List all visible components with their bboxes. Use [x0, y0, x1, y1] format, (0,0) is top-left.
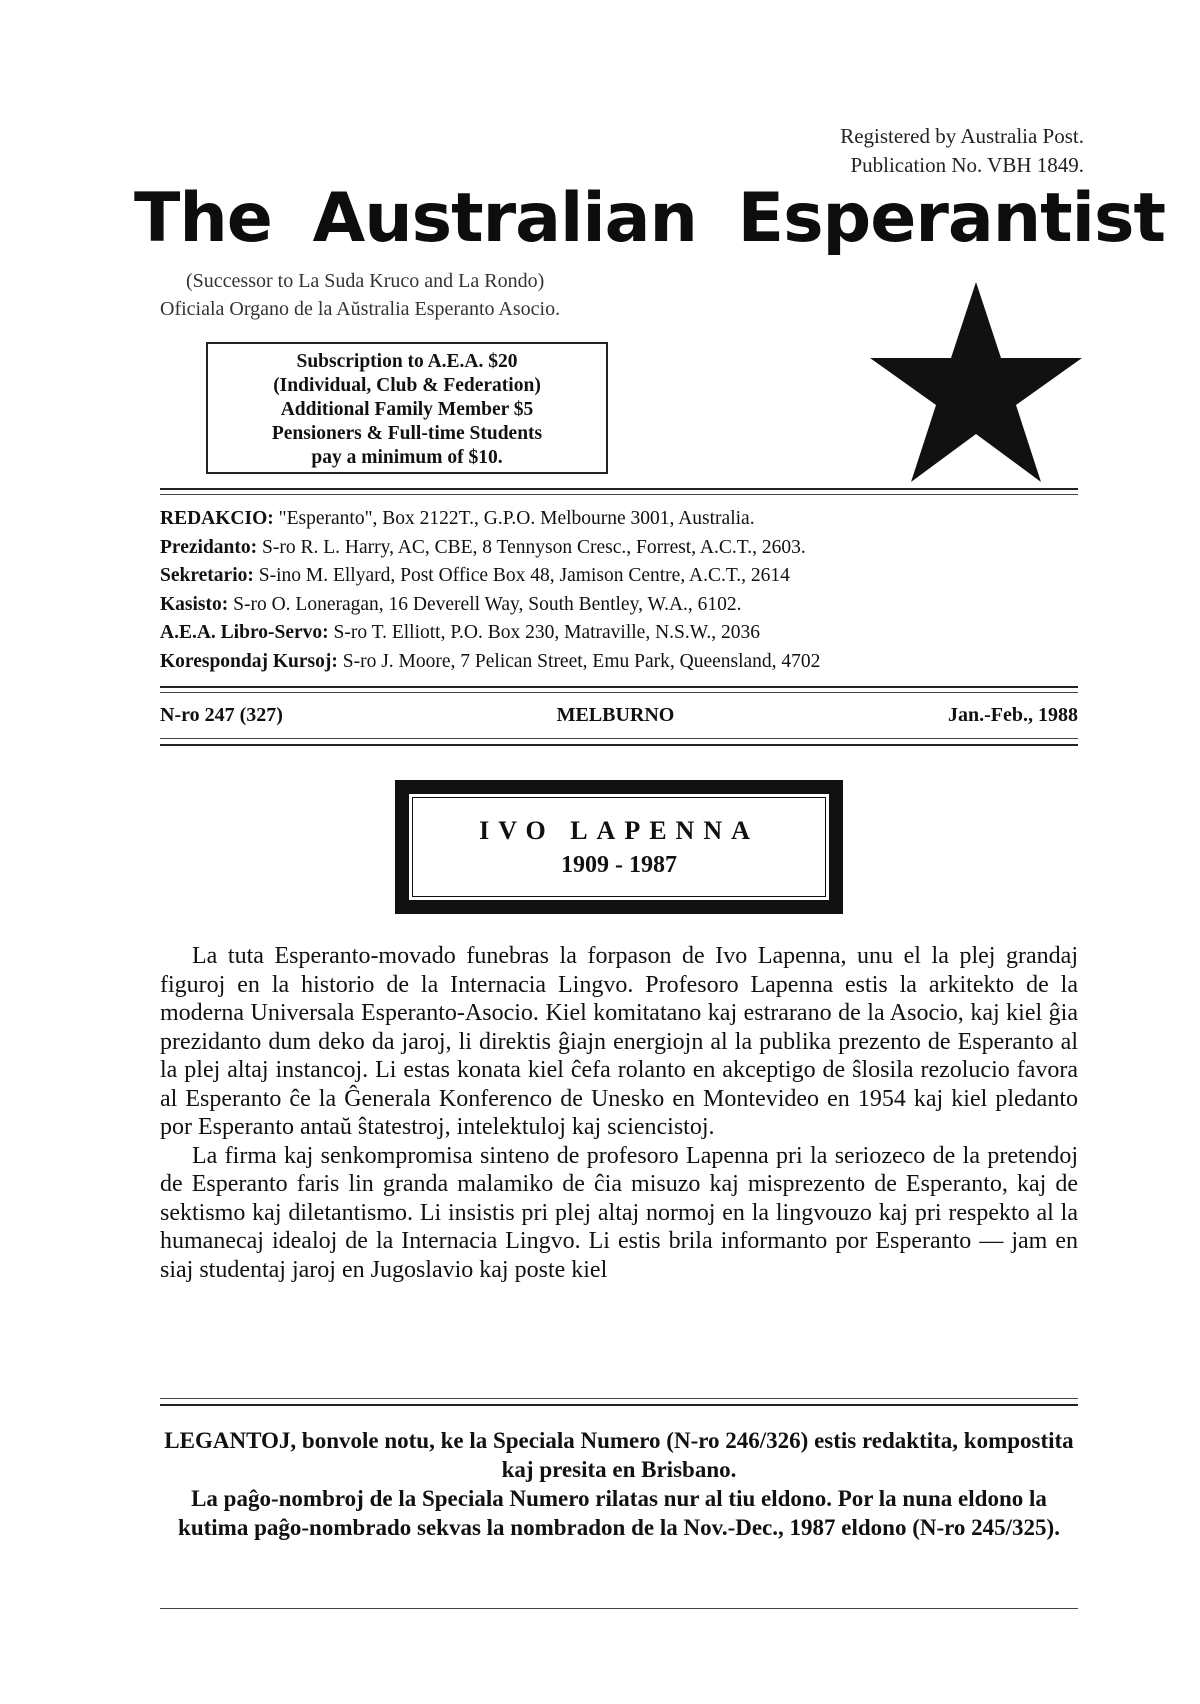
notice-paragraph: La paĝo-nombroj de la Speciala Numero rilatas nur al tiu eldono. Por la nuna eldono la kutima paĝo-nombrado sekvas la nombradon de la Nov.-Dec., 1987 eldono (N-ro 245/325).: [178, 1486, 1060, 1540]
officer-role: A.E.A. Libro-Servo:: [160, 622, 329, 643]
officer-details: "Esperanto", Box 2122T., G.P.O. Melbourne 3001, Australia.: [273, 508, 755, 529]
issue-line: [160, 704, 1078, 727]
green-star-icon: [870, 282, 1082, 482]
subscription-line: Additional Family Member $5: [280, 399, 534, 420]
obituary-name: IVO LAPENNA: [479, 815, 759, 845]
issue-divider-top: [160, 692, 1078, 693]
header-divider: [160, 488, 1078, 490]
subscription-line: Subscription to A.E.A. $20: [296, 351, 518, 372]
issue-divider-bottom: [160, 744, 1078, 746]
notice-paragraph: LEGANTOJ, bonvole notu, ke la Speciala Numero (N-ro 246/326) estis redaktita, kompostita kaj presita en Brisbano.: [164, 1428, 1074, 1482]
officer-details: S-ro O. Loneragan, 16 Deverell Way, South Bentley, W.A., 6102.: [228, 593, 742, 615]
header-divider: [160, 494, 1078, 495]
issue-city: MELBURNO: [556, 704, 675, 726]
successor-note: (Successor to La Suda Kruco and La Rondo): [186, 270, 545, 292]
issue-number: N-ro 247 (327): [160, 704, 283, 726]
officer-row: [160, 534, 1078, 563]
officer-row: [160, 505, 1078, 534]
subscription-box: [206, 342, 608, 474]
official-organ-note: Oficiala Organo de la Aŭstralia Esperanto Asocio.: [160, 298, 561, 320]
registration-line: Registered by Australia Post.: [840, 124, 1084, 148]
notice-divider: [160, 1404, 1078, 1406]
officer-role: Sekretario:: [160, 565, 254, 586]
obituary-article: [160, 942, 1078, 1284]
issue-divider-top: [160, 686, 1078, 688]
subscription-line: pay a minimum of $10.: [311, 447, 503, 468]
subscription-line: Pensioners & Full-time Students: [271, 423, 543, 444]
officer-role: Prezidanto:: [160, 536, 258, 558]
masthead-title: The Australian Esperantist: [134, 179, 1165, 258]
obituary-frame: [395, 780, 843, 914]
subscription-line: (Individual, Club & Federation): [273, 375, 541, 396]
officer-row: [160, 591, 1078, 620]
issue-divider-bottom: [160, 738, 1078, 739]
officer-row: [160, 648, 1078, 677]
readers-notice: [160, 1426, 1078, 1542]
officer-role: REDAKCIO:: [160, 508, 274, 529]
footer-divider: [160, 1608, 1078, 1609]
officer-row: [160, 619, 1078, 648]
officer-details: S-ro T. Elliott, P.O. Box 230, Matraville, N.S.W., 2036: [328, 622, 760, 643]
article-paragraph: La tuta Esperanto-movado funebras la forpason de Ivo Lapenna, unu el la plej grandaj figuroj en la historio de la Internacia Lingvo. Profesoro Lapenna estis la arkitekto de la moderna Universala Esperanto-Asocio. Kiel komitatano kaj estrarano de la Asocio, kaj kiel ĝia prezidanto dum deko da jaroj, li direktis ĝiajn energiojn al la publika prezento de Esperanto al la plej altaj instancoj. Li estas konata kiel ĉefa rolanto en akceptigo de ŝlosila rezolucio favora al Esperanto ĉe la Ĝenerala Konferenco de Unesko en Montevideo en 1954 kaj kiel pledanto por Esperanto antaŭ ŝtatestroj, intelektuloj kaj sciencistoj.: [160, 943, 1078, 1140]
star-shape: [870, 282, 1082, 482]
officer-role: Korespondaj Kursoj:: [160, 650, 338, 672]
officer-role: Kasisto:: [160, 593, 229, 615]
officer-details: S-ro J. Moore, 7 Pelican Street, Emu Park, Queensland, 4702: [337, 650, 821, 672]
officer-details: S-ino M. Ellyard, Post Office Box 48, Jamison Centre, A.C.T., 2614: [253, 565, 790, 586]
registration-notice: [840, 122, 1084, 180]
officer-row: [160, 562, 1078, 591]
officer-details: S-ro R. L. Harry, AC, CBE, 8 Tennyson Cresc., Forrest, A.C.T., 2603.: [257, 536, 806, 558]
officers-list: [160, 505, 1078, 676]
publication-number: Publication No. VBH 1849.: [850, 153, 1084, 177]
article-paragraph: La firma kaj senkompromisa sinteno de profesoro Lapenna pri la seriozeco de la pretendoj de Esperanto faris lin granda malamiko de ĉia misuzo kaj misprezento de Esperanto, kaj de sektismo kaj diletantismo. Li insistis pri plej altaj normoj en la lingvouzo kaj pri respekto al la humanecaj idealoj de la Internacia Lingvo. Li estis brila informanto por Esperanto — jam en siaj studentaj jaroj en Jugoslavio kaj poste kiel: [160, 1142, 1078, 1283]
issue-date: Jan.-Feb., 1988: [948, 704, 1078, 726]
notice-divider: [160, 1398, 1078, 1399]
obituary-years: 1909 - 1987: [561, 851, 677, 878]
